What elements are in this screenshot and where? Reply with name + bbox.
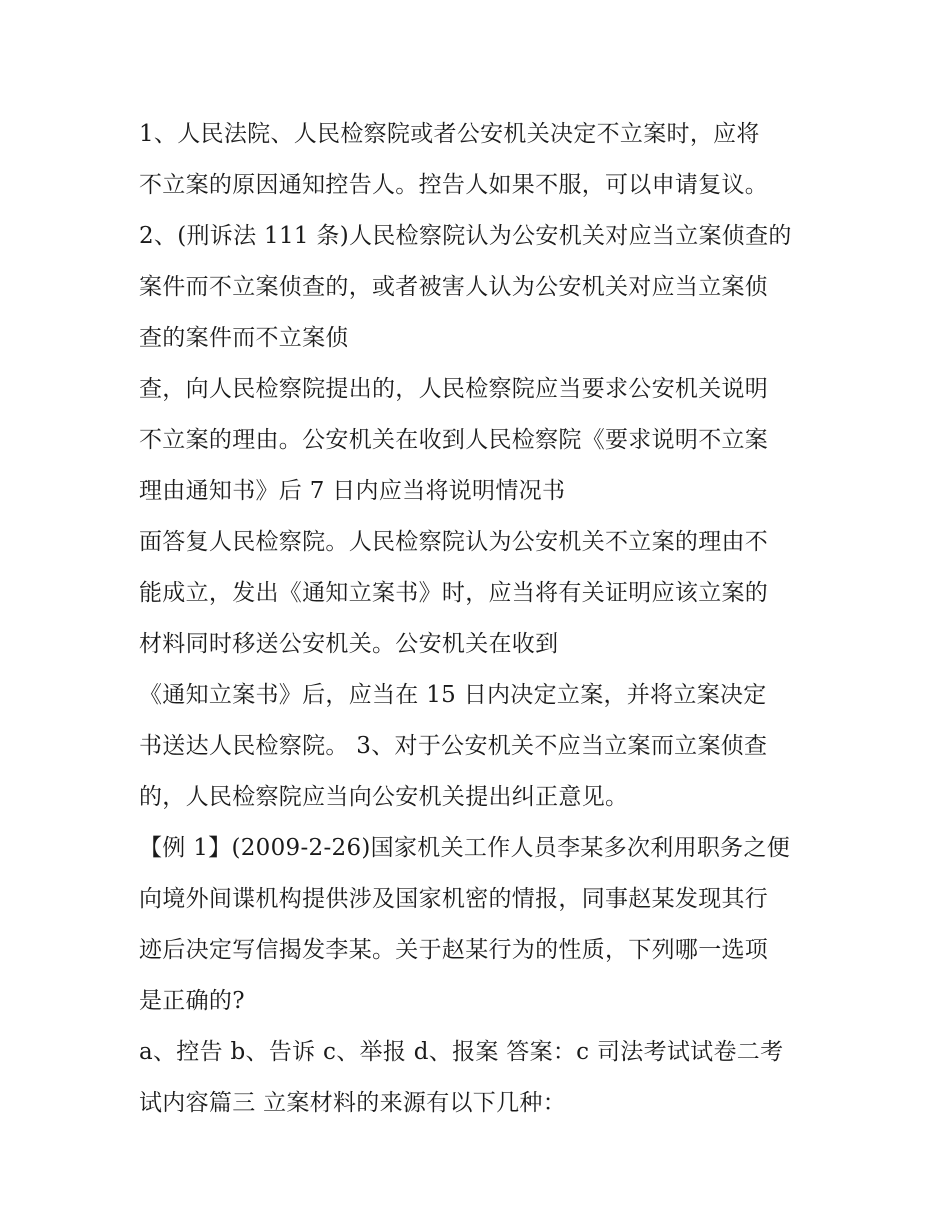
text-line: 2、(刑诉法 111 条)人民检察院认为公安机关对应当立案侦查的 [139,223,792,249]
answer-options-line: a、控告 b、告诉 c、举报 d、报案 答案：c 司法考试试卷二考 [139,1039,784,1065]
document-body [139,109,829,1129]
text-line: 向境外间谍机构提供涉及国家机密的情报，同事赵某发现其行 [139,886,769,912]
text-line: 案件而不立案侦查的，或者被害人认为公安机关对应当立案侦 [139,274,769,300]
text-line: 1、人民法院、人民检察院或者公安机关决定不立案时，应将 [139,121,760,147]
text-line: 《通知立案书》后，应当在 15 日内决定立案，并将立案决定 [139,682,767,708]
text-line: 材料同时移送公安机关。公安机关在收到 [139,631,559,657]
text-line: 迹后决定写信揭发李某。关于赵某行为的性质，下列哪一选项 [139,937,769,963]
text-line: 不立案的原因通知控告人。控告人如果不服，可以申请复议。 [139,172,769,198]
text-line: 面答复人民检察院。人民检察院认为公安机关不立案的理由不 [139,529,769,555]
text-line: 理由通知书》后 7 日内应当将说明情况书 [139,478,566,504]
example-heading-line: 【例 1】(2009-2-26)国家机关工作人员李某多次利用职务之便 [139,835,791,861]
text-line: 的，人民检察院应当向公安机关提出纠正意见。 [139,784,629,810]
text-line: 书送达人民检察院。 3、对于公安机关不应当立案而立案侦查 [139,733,768,759]
text-line: 是正确的? [139,988,245,1014]
text-line: 不立案的理由。公安机关在收到人民检察院《要求说明不立案 [139,427,769,453]
text-line: 试内容篇三 立案材料的来源有以下几种： [139,1090,567,1116]
text-line: 查，向人民检察院提出的，人民检察院应当要求公安机关说明 [139,376,769,402]
text-line: 能成立，发出《通知立案书》时，应当将有关证明应该立案的 [139,580,769,606]
text-line: 查的案件而不立案侦 [139,325,349,351]
